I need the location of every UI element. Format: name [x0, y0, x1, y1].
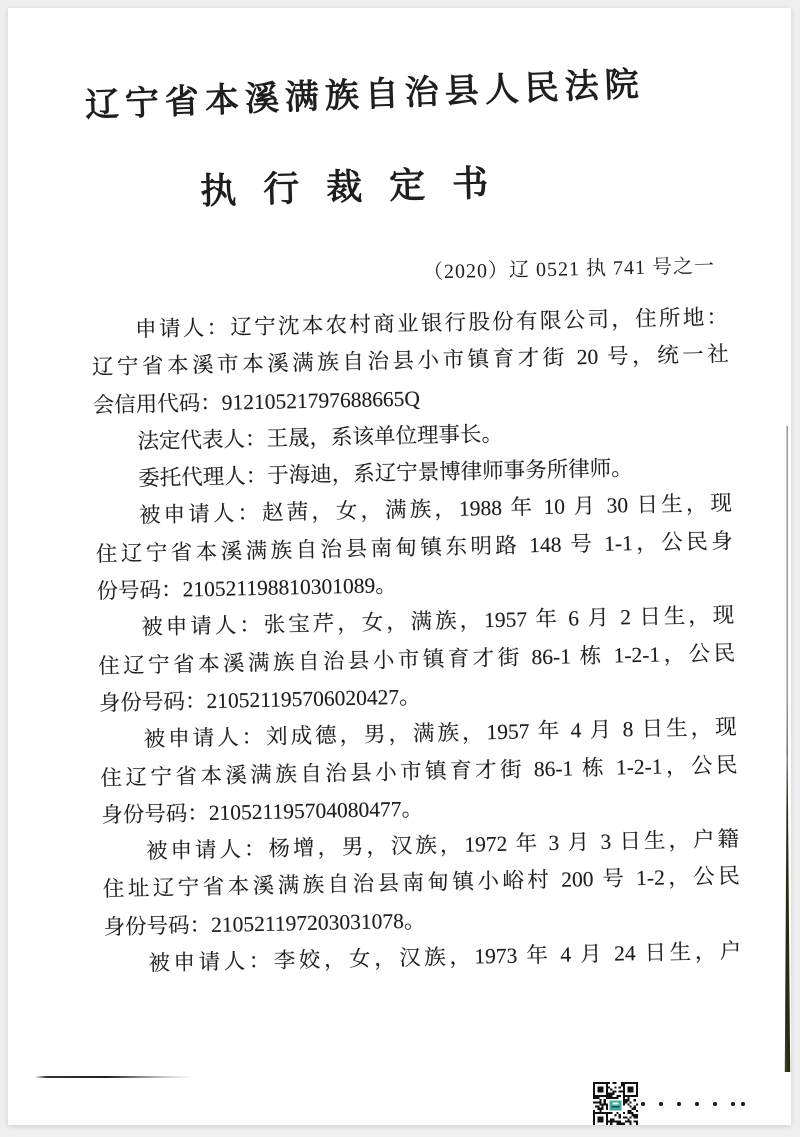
text-line: 住辽宁省本溪满族自治县小市镇育才街 86-1 栋 1-2-1，公民: [100, 752, 738, 790]
text-line: 申请人：辽宁沈本农村商业银行股份有限公司，住所地：: [134, 305, 729, 342]
document-content: [8, 8, 791, 1125]
separator-dot: [741, 1102, 745, 1106]
text-line: 会信用代码：91210521797688665Q: [92, 386, 421, 417]
text-line: 被申请人：赵茜，女，满族，1988 年 10 月 30 日生，现: [138, 491, 733, 528]
separator-dot: [677, 1102, 681, 1106]
text-line: 被申请人：张宝芹，女，满族，1957 年 6 月 2 日生，现: [141, 603, 735, 640]
text-line: 被申请人：杨增，男，汉族，1972 年 3 月 3 日生，户籍: [145, 827, 740, 864]
separator-dot: [713, 1102, 717, 1106]
text-line: 住辽宁省本溪满族自治县小市镇育才街 86-1 栋 1-2-1，公民: [97, 640, 736, 679]
document-body: [91, 299, 742, 984]
text-line: 身份号码：210521195704080477。: [101, 796, 424, 828]
text-line: 身份号码：210521197203031078。: [103, 908, 426, 940]
separator-dot: [641, 1102, 645, 1106]
separator-dot: [695, 1102, 699, 1106]
text-line: 被申请人：李姣，女，汉族，1973 年 4 月 24 日生，户: [148, 938, 742, 976]
case-number: （2020）辽 0521 执 741 号之一: [422, 255, 716, 284]
text-line: 身份号码：210521195706020427。: [98, 684, 421, 716]
document-page: [8, 8, 791, 1125]
text-line: 份号码：210521198810301089。: [96, 573, 398, 604]
document-title: 执 行 裁 定 书: [199, 163, 498, 212]
text-line: 法定代表人：王晟，系该单位理事长。: [137, 421, 504, 454]
text-line: 委托代理人：于海迪，系辽宁景博律师事务所律师。: [138, 456, 633, 491]
separator-dot: [659, 1102, 663, 1106]
text-line: 住辽宁省本溪满族自治县南甸镇东明路 148 号 1-1，公民身: [95, 528, 733, 567]
text-line: 辽宁省本溪市本溪满族自治县小市镇育才街 20 号，统一社: [91, 342, 730, 380]
dot-row: [641, 1100, 745, 1108]
text-line: 被申请人：刘成德，男，满族，1957 年 4 月 8 日生，现: [143, 715, 737, 752]
separator-dot: [731, 1102, 735, 1106]
text-line: 住址辽宁省本溪满族自治县南甸镇小峪村 200 号 1-2，公民: [102, 864, 740, 902]
qr-code: [592, 1082, 639, 1125]
court-name: 辽宁省本溪满族自治县人民法院: [84, 66, 646, 125]
